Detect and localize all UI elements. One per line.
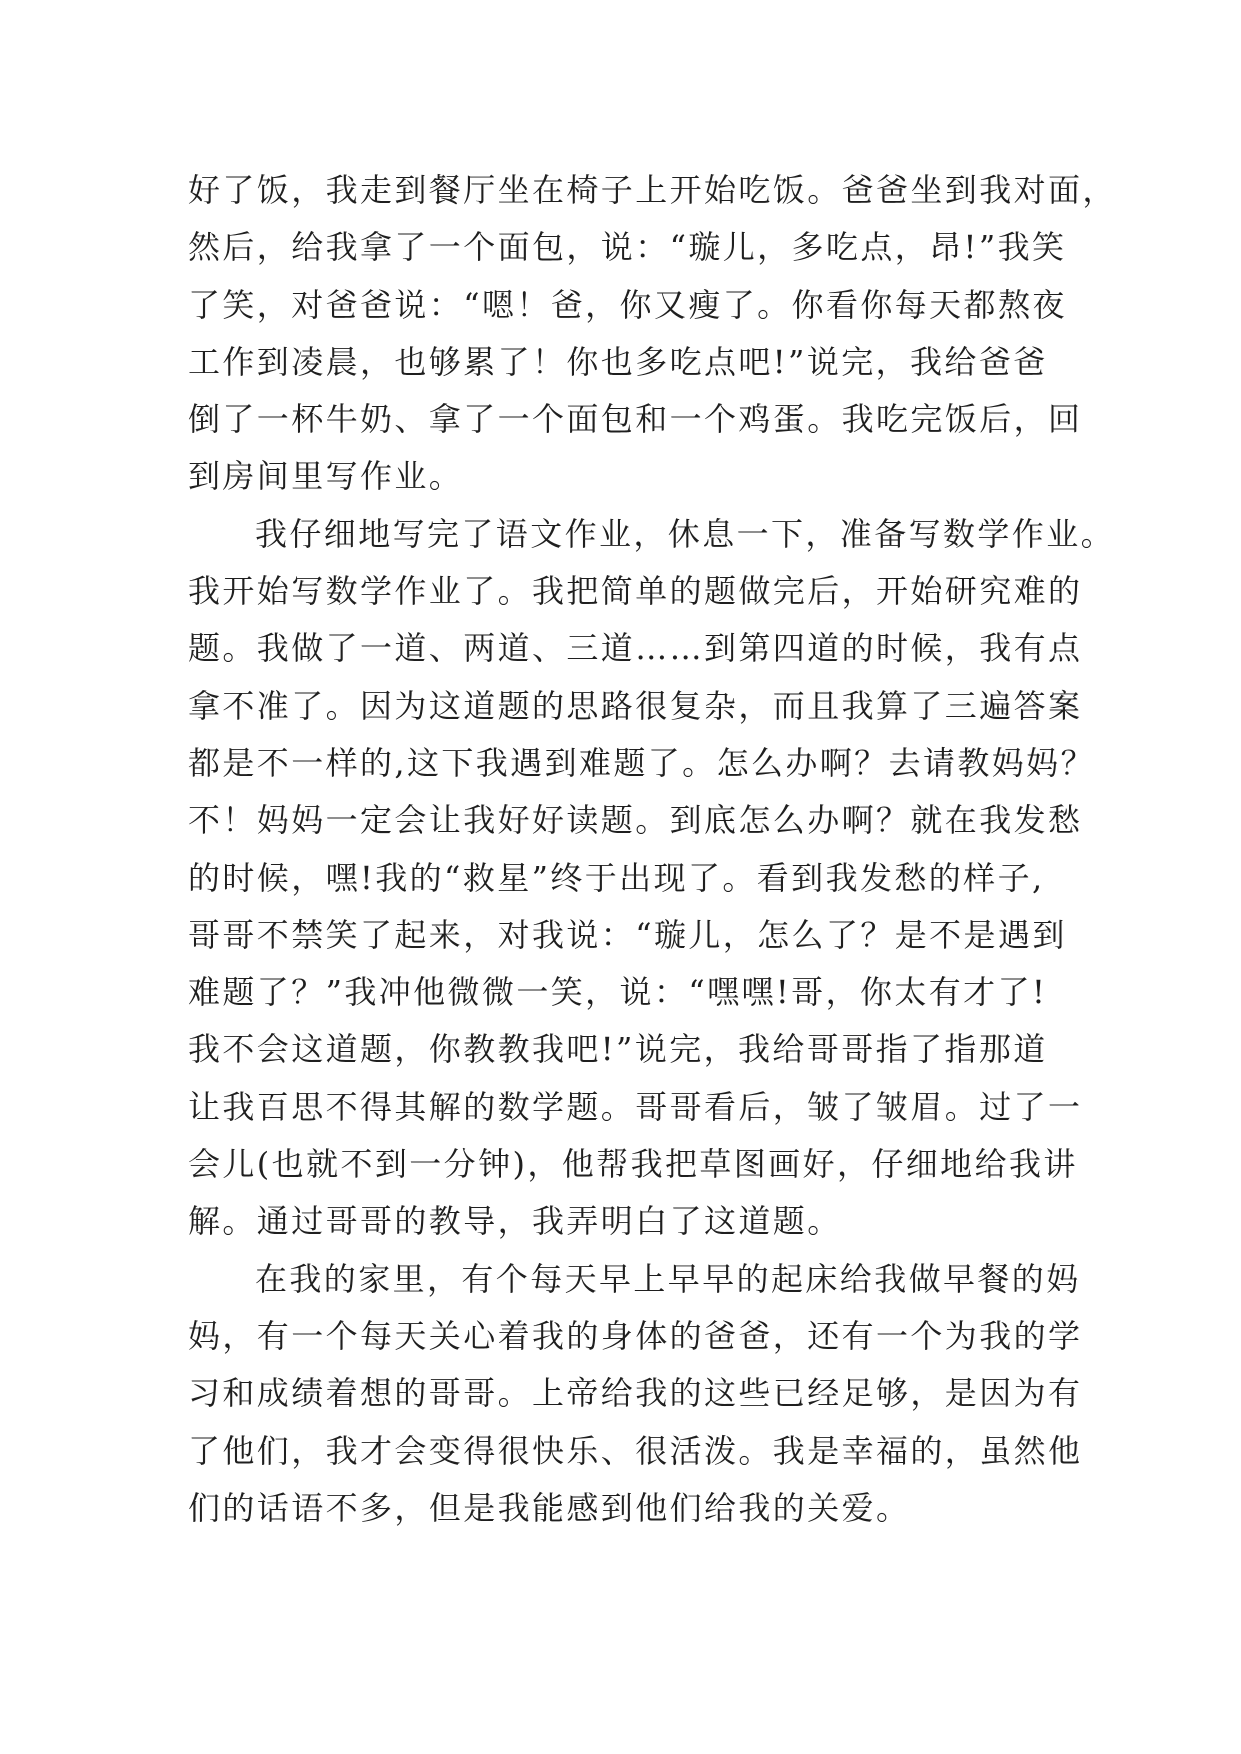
text-line: 习和成绩着想的哥哥。上帝给我的这些已经足够，是因为有 [188,1374,1083,1413]
paragraph-start-line: 我仔细地写完了语文作业，休息一下，准备写数学作业。 [255,514,1116,553]
text-line: 都是不一样的,这下我遇到难题了。怎么办啊？去请教妈妈？ [188,743,1095,782]
paragraph-start-line: 在我的家里，有个每天早上早早的起床给我做早餐的妈 [255,1259,1081,1298]
text-line: 会儿(也就不到一分钟)，他帮我把草图画好，仔细地给我讲 [188,1145,1078,1184]
text-line: 的时候，嘿!我的“救星”终于出现了。看到我发愁的样子, [188,858,1045,897]
text-line: 题。我做了一道、两道、三道……到第四道的时候，我有点 [188,629,1083,668]
text-line: 了他们，我才会变得很快乐、很活泼。我是幸福的，虽然他 [188,1431,1083,1470]
text-line: 倒了一杯牛奶、拿了一个面包和一个鸡蛋。我吃完饭后，回 [188,400,1083,439]
text-line: 解。通过哥哥的教导，我弄明白了这道题。 [188,1202,842,1241]
text-line: 了笑，对爸爸说：“嗯！爸，你又瘦了。你看你每天都熬夜 [188,285,1067,324]
text-line: 到房间里写作业。 [188,457,464,496]
text-line: 我开始写数学作业了。我把简单的题做完后，开始研究难的 [188,572,1083,611]
text-line: 让我百思不得其解的数学题。哥哥看后，皱了皱眉。过了一 [188,1087,1083,1126]
text-line: 哥哥不禁笑了起来，对我说：“璇儿，怎么了？是不是遇到 [188,915,1067,954]
text-line: 难题了？”我冲他微微一笑，说：“嘿嘿!哥，你太有才了! [188,973,1048,1012]
text-line: 妈，有一个每天关心着我的身体的爸爸，还有一个为我的学 [188,1316,1083,1355]
text-line: 然后，给我拿了一个面包，说：“璇儿，多吃点，昂!”我笑 [188,228,1067,267]
text-line: 不！妈妈一定会让我好好读题。到底怎么办啊？就在我发愁 [188,801,1083,840]
text-line: 们的话语不多，但是我能感到他们给我的关爱。 [188,1488,911,1527]
text-line: 拿不准了。因为这道题的思路很复杂，而且我算了三遍答案 [188,686,1083,725]
document-body [188,162,1117,1537]
text-line: 好了饭，我走到餐厅坐在椅子上开始吃饭。爸爸坐到我对面， [188,171,1117,209]
text-line: 工作到凌晨，也够累了！你也多吃点吧!”说完，我给爸爸 [188,342,1048,381]
text-line: 我不会这道题，你教教我吧!”说完，我给哥哥指了指那道 [188,1030,1048,1069]
